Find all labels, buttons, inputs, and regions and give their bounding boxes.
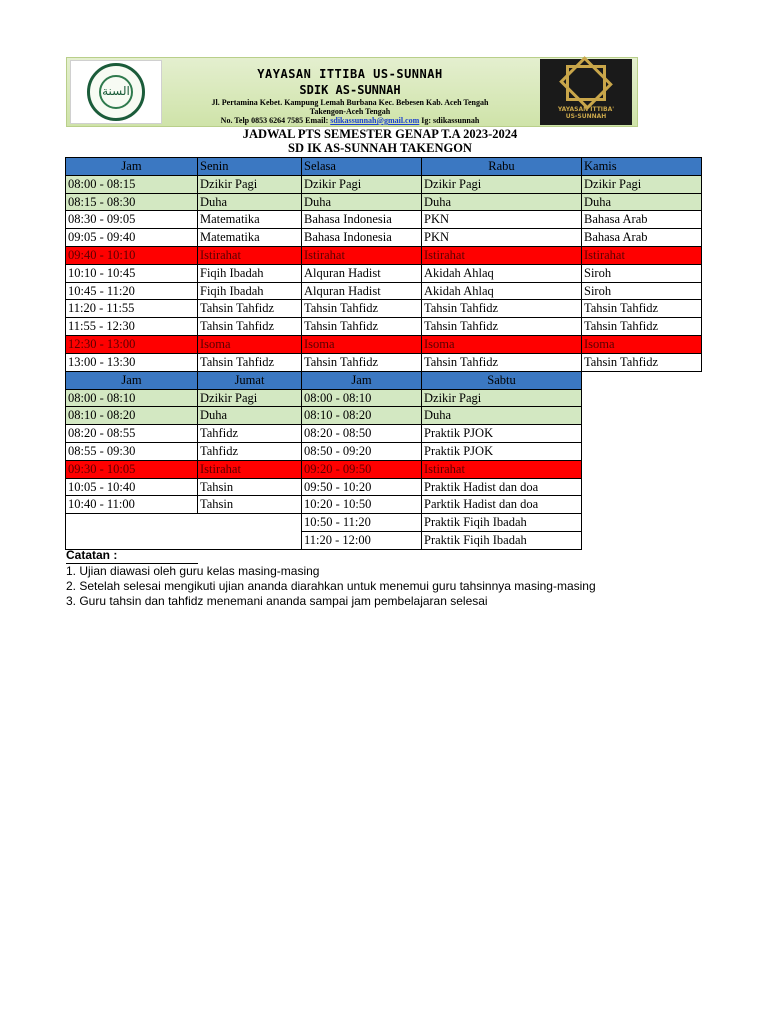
subject-cell: Dzikir Pagi bbox=[581, 175, 702, 194]
contact-line bbox=[172, 116, 528, 125]
time-cell: 10:20 - 10:50 bbox=[301, 495, 422, 514]
time-cell: 11:20 - 11:55 bbox=[65, 299, 198, 318]
time-cell: 08:20 - 08:50 bbox=[301, 424, 422, 443]
table1-header-2: Selasa bbox=[301, 157, 422, 176]
subject-cell: Tahsin Tahfidz bbox=[421, 317, 582, 336]
subject-cell: Tahsin Tahfidz bbox=[197, 317, 302, 336]
subject-cell: Istirahat bbox=[301, 246, 422, 265]
time-cell: 08:00 - 08:15 bbox=[65, 175, 198, 194]
table1-header-4: Kamis bbox=[581, 157, 702, 176]
time-cell: 10:10 - 10:45 bbox=[65, 264, 198, 283]
empty-merged-cell bbox=[65, 513, 302, 550]
address-line-2: Takengon-Aceh Tengah bbox=[309, 107, 391, 116]
table1-header-3: Rabu bbox=[421, 157, 582, 176]
subject-cell: Bahasa Indonesia bbox=[301, 210, 422, 229]
subject-cell: Praktik PJOK bbox=[421, 424, 582, 443]
time-cell: 10:50 - 11:20 bbox=[301, 513, 422, 532]
subject-cell: Praktik Hadist dan doa bbox=[421, 478, 582, 497]
subject-cell: Duha bbox=[301, 193, 422, 212]
note-item-2: 2. Setelah selesai mengikuti ujian ananda diarahkan untuk menemui guru tahsinnya masing-masing bbox=[66, 579, 596, 593]
time-cell: 09:20 - 09:50 bbox=[301, 460, 422, 479]
subject-cell: Tahsin Tahfidz bbox=[421, 299, 582, 318]
subject-cell: Dzikir Pagi bbox=[421, 389, 582, 408]
subject-cell: Praktik Fiqih Ibadah bbox=[421, 531, 582, 550]
subject-cell: Bahasa Arab bbox=[581, 228, 702, 247]
subject-cell: Isoma bbox=[421, 335, 582, 354]
subject-cell: Dzikir Pagi bbox=[301, 175, 422, 194]
time-cell: 08:10 - 08:20 bbox=[301, 406, 422, 425]
subject-cell: Dzikir Pagi bbox=[197, 175, 302, 194]
table2-header-2: Jam bbox=[301, 371, 422, 390]
subject-cell: Duha bbox=[197, 193, 302, 212]
subject-cell: Duha bbox=[421, 193, 582, 212]
logo-ring bbox=[87, 63, 145, 121]
time-cell: 12:30 - 13:00 bbox=[65, 335, 198, 354]
time-cell: 09:30 - 10:05 bbox=[65, 460, 198, 479]
subject-cell: Tahsin Tahfidz bbox=[581, 317, 702, 336]
time-cell: 08:55 - 09:30 bbox=[65, 442, 198, 461]
subject-cell: Dzikir Pagi bbox=[421, 175, 582, 194]
subject-cell: Praktik Fiqih Ibadah bbox=[421, 513, 582, 532]
subject-cell: Siroh bbox=[581, 264, 702, 283]
subject-cell: PKN bbox=[421, 210, 582, 229]
time-cell: 08:15 - 08:30 bbox=[65, 193, 198, 212]
subject-cell: Isoma bbox=[197, 335, 302, 354]
subject-cell: Tahsin Tahfidz bbox=[581, 353, 702, 372]
table2-header-1: Jumat bbox=[197, 371, 302, 390]
table1-header-0: Jam bbox=[65, 157, 198, 176]
time-cell: 09:05 - 09:40 bbox=[65, 228, 198, 247]
notes-heading: Catatan : bbox=[66, 548, 198, 564]
subject-cell: Bahasa Arab bbox=[581, 210, 702, 229]
subject-cell: Istirahat bbox=[197, 460, 302, 479]
subject-cell: Fiqih Ibadah bbox=[197, 264, 302, 283]
subject-cell: Praktik PJOK bbox=[421, 442, 582, 461]
school-logo bbox=[70, 60, 162, 124]
time-cell: 13:00 - 13:30 bbox=[65, 353, 198, 372]
subject-cell: Alquran Hadist bbox=[301, 264, 422, 283]
subject-cell: Istirahat bbox=[581, 246, 702, 265]
note-item-3: 3. Guru tahsin dan tahfidz menemani ananda sampai jam pembelajaran selesai bbox=[66, 594, 488, 608]
subject-cell: Bahasa Indonesia bbox=[301, 228, 422, 247]
subject-cell: Akidah Ahlaq bbox=[421, 282, 582, 301]
subject-cell: Akidah Ahlaq bbox=[421, 264, 582, 283]
org-name: YAYASAN ITTIBA US-SUNNAH bbox=[257, 67, 443, 81]
time-cell: 11:55 - 12:30 bbox=[65, 317, 198, 336]
subject-cell: Duha bbox=[581, 193, 702, 212]
time-cell: 10:45 - 11:20 bbox=[65, 282, 198, 301]
subject-cell: Tahfidz bbox=[197, 424, 302, 443]
time-cell: 10:05 - 10:40 bbox=[65, 478, 198, 497]
time-cell: 08:50 - 09:20 bbox=[301, 442, 422, 461]
subject-cell: Tahsin bbox=[197, 478, 302, 497]
subject-cell: Alquran Hadist bbox=[301, 282, 422, 301]
caption-line-1: YAYASAN ITTIBA' bbox=[557, 106, 615, 113]
subject-cell: Fiqih Ibadah bbox=[197, 282, 302, 301]
school-name: SDIK AS-SUNNAH bbox=[299, 83, 401, 97]
time-cell: 08:30 - 09:05 bbox=[65, 210, 198, 229]
subject-cell: Duha bbox=[197, 406, 302, 425]
time-cell: 10:40 - 11:00 bbox=[65, 495, 198, 514]
subject-cell: Matematika bbox=[197, 228, 302, 247]
subject-cell: Tahsin Tahfidz bbox=[301, 299, 422, 318]
subject-cell: Tahsin Tahfidz bbox=[581, 299, 702, 318]
subject-cell: Tahsin Tahfidz bbox=[301, 353, 422, 372]
instagram-text: Ig: sdikassunnah bbox=[419, 116, 480, 125]
time-cell: 08:00 - 08:10 bbox=[65, 389, 198, 408]
subject-cell: PKN bbox=[421, 228, 582, 247]
subject-cell: Isoma bbox=[581, 335, 702, 354]
subject-cell: Tahsin Tahfidz bbox=[301, 317, 422, 336]
time-cell: 08:20 - 08:55 bbox=[65, 424, 198, 443]
time-cell: 09:40 - 10:10 bbox=[65, 246, 198, 265]
time-cell: 08:10 - 08:20 bbox=[65, 406, 198, 425]
subject-cell: Isoma bbox=[301, 335, 422, 354]
subject-cell: Tahsin Tahfidz bbox=[197, 353, 302, 372]
table2-header-3: Sabtu bbox=[421, 371, 582, 390]
address-line-1: Jl. Pertamina Kebet. Kampung Lemah Burbana Kec. Bebesen Kab. Aceh Tengah bbox=[211, 98, 489, 107]
subject-cell: Istirahat bbox=[197, 246, 302, 265]
foundation-logo bbox=[540, 59, 632, 125]
subject-cell: Istirahat bbox=[421, 460, 582, 479]
email-link[interactable]: sdikassunnah@gmail.com bbox=[330, 116, 420, 125]
subject-cell: Istirahat bbox=[421, 246, 582, 265]
subject-cell: Siroh bbox=[581, 282, 702, 301]
time-cell: 11:20 - 12:00 bbox=[301, 531, 422, 550]
school-subtitle: SD IK AS-SUNNAH TAKENGON bbox=[288, 141, 472, 155]
subject-cell: Tahsin bbox=[197, 495, 302, 514]
schedule-title: JADWAL PTS SEMESTER GENAP T.A 2023-2024 bbox=[242, 127, 518, 141]
caption-line-2: US-SUNNAH bbox=[565, 113, 607, 120]
subject-cell: Duha bbox=[421, 406, 582, 425]
subject-cell: Tahfidz bbox=[197, 442, 302, 461]
subject-cell: Dzikir Pagi bbox=[197, 389, 302, 408]
subject-cell: Matematika bbox=[197, 210, 302, 229]
time-cell: 09:50 - 10:20 bbox=[301, 478, 422, 497]
table1-header-1: Senin bbox=[197, 157, 302, 176]
subject-cell: Parktik Hadist dan doa bbox=[421, 495, 582, 514]
subject-cell: Tahsin Tahfidz bbox=[197, 299, 302, 318]
time-cell: 08:00 - 08:10 bbox=[301, 389, 422, 408]
logo-arabic-text: السنة bbox=[102, 84, 130, 98]
note-item-1: 1. Ujian diawasi oleh guru kelas masing-masing bbox=[66, 564, 320, 578]
subject-cell: Tahsin Tahfidz bbox=[421, 353, 582, 372]
phone-text: No. Telp 0853 6264 7585 Email: bbox=[220, 116, 331, 125]
notes-section bbox=[66, 548, 706, 609]
foundation-logo-caption bbox=[540, 106, 632, 120]
table2-header-0: Jam bbox=[65, 371, 198, 390]
